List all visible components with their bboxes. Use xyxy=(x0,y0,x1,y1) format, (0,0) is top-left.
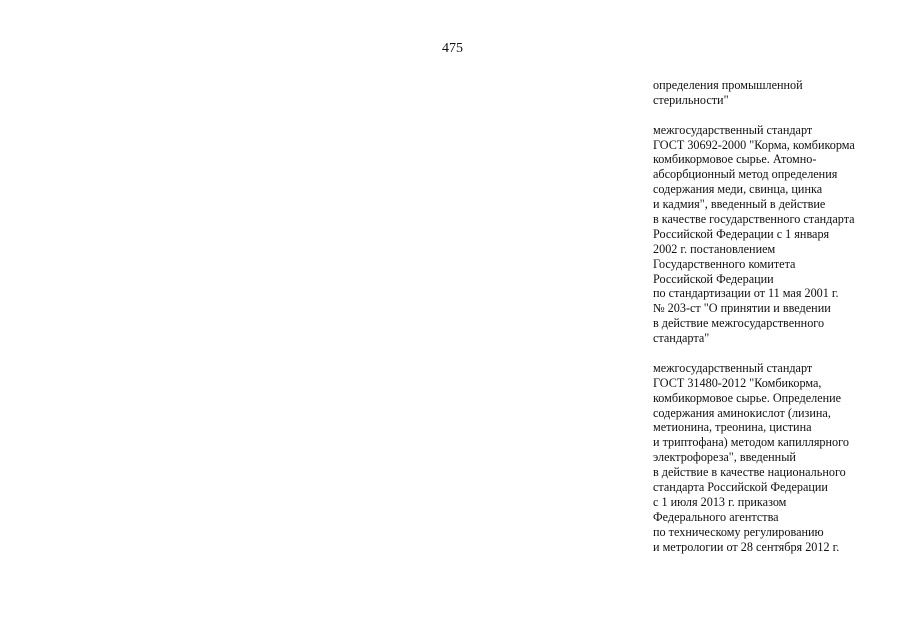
text-line: по техническому регулированию xyxy=(653,524,824,539)
text-line: электрофореза", введенный xyxy=(653,450,796,465)
text-line: в действие в качестве национального xyxy=(653,465,846,480)
text-line: метионина, треонина, цистина xyxy=(653,420,812,435)
text-line: и кадмия", введенный в действие xyxy=(653,197,826,212)
text-line: и триптофана) методом капиллярного xyxy=(653,435,849,450)
text-line: Российской Федерации с 1 января xyxy=(653,226,830,241)
text-line: межгосударственный стандарт xyxy=(653,122,813,137)
text-line: определения промышленной xyxy=(653,78,803,92)
text-line: содержания меди, свинца, цинка xyxy=(653,182,823,197)
text-line: ГОСТ 30692-2000 "Корма, комбикорма xyxy=(653,137,855,152)
text-line: 2002 г. постановлением xyxy=(653,241,776,256)
text-line: межгосударственный стандарт xyxy=(653,360,813,375)
paragraph-gost-30692-2000 xyxy=(653,123,898,346)
paragraph-sterility-continuation xyxy=(653,78,898,108)
text-line: содержания аминокислот (лизина, xyxy=(653,405,831,420)
text-line: и метрологии от 28 сентября 2012 г. xyxy=(653,539,840,554)
text-line: № 203-ст "О принятии и введении xyxy=(653,301,831,316)
text-line: комбикормовое сырье. Определение xyxy=(653,390,842,405)
text-line: в действие межгосударственного xyxy=(653,316,825,331)
text-line: стандарта Российской Федерации xyxy=(653,480,828,495)
document-text-column xyxy=(653,78,898,569)
text-line: Государственного комитета xyxy=(653,256,796,271)
text-line: в качестве государственного стандарта xyxy=(653,212,855,227)
page-number: 475 xyxy=(442,41,463,56)
text-line: ГОСТ 31480-2012 "Комбикорма, xyxy=(653,375,822,390)
text-line: стерильности" xyxy=(653,92,729,107)
text-line: с 1 июля 2013 г. приказом xyxy=(653,494,787,509)
text-line: абсорбционный метод определения xyxy=(653,167,838,182)
text-line: по стандартизации от 11 мая 2001 г. xyxy=(653,286,839,301)
text-line: стандарта" xyxy=(653,331,710,346)
text-line: Российской Федерации xyxy=(653,271,774,286)
text-line: комбикормовое сырье. Атомно- xyxy=(653,152,817,167)
paragraph-gost-31480-2012 xyxy=(653,361,898,555)
text-line: Федерального агентства xyxy=(653,509,779,524)
